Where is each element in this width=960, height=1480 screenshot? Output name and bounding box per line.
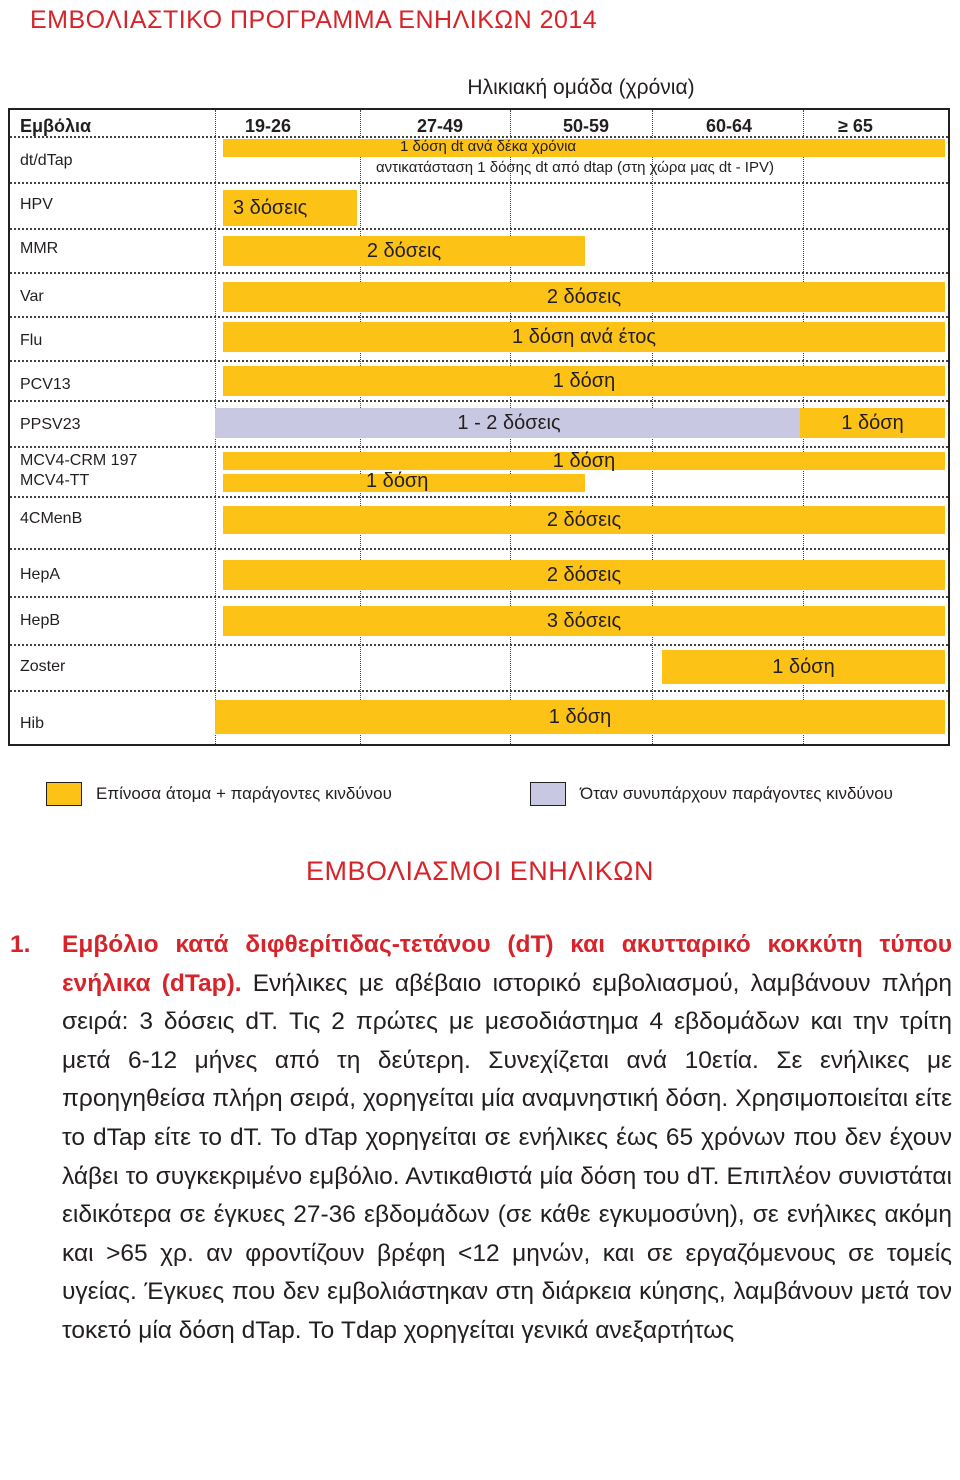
row-divider — [10, 548, 948, 550]
row-label-dt: dt/dTap — [20, 152, 73, 169]
legend-label-yellow: Επίνοσα άτομα + παράγοντες κινδύνου — [96, 784, 392, 803]
legend-purple — [530, 782, 893, 806]
bar-dt-line2: αντικατάσταση 1 δόσης dt από dtap (στη χώρα μας dt - IPV) — [376, 159, 774, 176]
row-label-mcv4-tt: MCV4-TT — [20, 472, 90, 489]
column-header-vaccines: Εμβόλια — [20, 116, 92, 136]
row-divider — [10, 446, 948, 448]
article-number: 1. — [10, 931, 31, 958]
article-text: Ενήλικες με αβέβαιο ιστορικό εμβολιασμού, λαμβάνουν πλήρη σειρά: 3 δόσεις dT. Τις 2 πρώτες με μεσοδιάστημα 4 εβδομάδων και την τρίτη μετά 6-12 μήνες από τη δεύτερη. Συνεχίζεται ανά 10ετία. Σε ενήλικες με προηγηθείσα πλήρη σειρά, χορηγείται μία αναμνηστική δόση. Χρησιμοποιείται είτε το dTap είτε το dT. Το dTap χορηγείται σε ενήλικες έως 65 χρόνων που δεν έχουν λάβει το συγκεκριμένο εμβόλιο. Αντικαθιστά μία δόση του dT. Επιπλέον συνιστάται ειδικότερα σε έγκυες 27-36 εβδομάδων (σε κάθε εγκυμοσύνη), σε ενήλικες ακόμη και >65 χρ. αν φροντίζουν βρέφη <12 μηνών, και σε εργαζόμενους σε τομείς υγείας. Έγκυες που δεν εμβολιάστηκαν στη διάρκεια κύησης, λαμβάνουν μετά τον τοκετό μία δόση dTap. Το Tdap χορηγείται γενικά ανεξαρτήτως — [62, 969, 952, 1344]
row-divider — [10, 496, 948, 498]
column-header-65-label: 65 — [852, 116, 873, 136]
row-divider — [10, 596, 948, 598]
row-label-4cmenb: 4CMenB — [20, 510, 83, 527]
legend-yellow — [46, 782, 392, 806]
row-divider — [10, 360, 948, 362]
bar-var: 2 δόσεις — [223, 282, 945, 312]
row-divider — [10, 400, 948, 402]
bar-hepa: 2 δόσεις — [223, 560, 945, 590]
column-header-19-26: 19-26 — [245, 116, 292, 136]
row-label-mmr: MMR — [20, 240, 59, 257]
column-header-50-59: 50-59 — [563, 116, 610, 136]
bar-hepb: 3 δόσεις — [223, 606, 945, 636]
bar-pcv13: 1 δόση — [223, 366, 945, 396]
age-group-header: Ηλικιακή ομάδα (χρόνια) — [467, 76, 695, 99]
greater-equal-symbol: ≥ — [838, 116, 848, 136]
row-label-hpv: HPV — [20, 196, 53, 213]
row-divider — [10, 644, 948, 646]
row-label-hepb: HepB — [20, 612, 61, 629]
row-label-var: Var — [20, 288, 44, 305]
legend-swatch-purple — [530, 782, 566, 806]
column-header-27-49: 27-49 — [417, 116, 464, 136]
legend-label-purple: Όταν συνυπάρχουν παράγοντες κινδύνου — [580, 784, 893, 803]
row-divider — [10, 316, 948, 318]
row-label-hepa: HepA — [20, 566, 61, 583]
row-label-hib: Hib — [20, 715, 45, 732]
bar-hpv: 3 δόσεις — [223, 190, 357, 226]
legend-swatch-yellow — [46, 782, 82, 806]
bar-hib: 1 δόση — [215, 700, 945, 734]
article-body — [10, 926, 952, 1480]
row-divider — [10, 182, 948, 184]
row-divider — [10, 272, 948, 274]
row-label-pcv13: PCV13 — [20, 376, 71, 393]
column-header-65-plus — [838, 116, 873, 137]
bar-dt-line1: 1 δόση dt ανά δέκα χρόνια — [400, 138, 577, 155]
row-label-flu: Flu — [20, 332, 43, 349]
bar-dt — [223, 139, 945, 157]
row-divider — [10, 228, 948, 230]
bar-mmr: 2 δόσεις — [223, 236, 585, 266]
row-label-mcv4-crm: MCV4-CRM 197 — [20, 452, 138, 469]
article-heading: Εμβόλιο κατά διφθερίτιδας-τετάνου (dT) και ακυτταρικό κοκκύτη τύπου ενήλικα (dTap). — [62, 931, 952, 997]
section-title: ΕΜΒΟΛΙΑΣΜΟΙ ΕΝΗΛΙΚΩΝ — [306, 856, 654, 886]
row-label-ppsv23: PPSV23 — [20, 416, 81, 433]
bar-4cmenb: 2 δόσεις — [223, 506, 945, 534]
row-divider — [10, 690, 948, 692]
bar-ppsv23-yellow: 1 δόση — [800, 408, 945, 438]
bar-flu: 1 δόση ανά έτος — [223, 322, 945, 352]
column-header-60-64: 60-64 — [706, 116, 753, 136]
bar-ppsv23-purple: 1 - 2 δόσεις — [215, 408, 803, 438]
bar-zoster: 1 δόση — [662, 650, 945, 684]
row-label-zoster: Zoster — [20, 658, 66, 675]
bar-mcv4-tt-label: 1 δόση — [366, 470, 429, 492]
bar-mcv4-crm: 1 δόση — [223, 452, 945, 470]
vaccine-schedule-table — [8, 108, 950, 746]
page-title: ΕΜΒΟΛΙΑΣΤΙΚΟ ΠΡΟΓΡΑΜΜΑ ΕΝΗΛΙΚΩΝ 2014 — [30, 6, 598, 34]
